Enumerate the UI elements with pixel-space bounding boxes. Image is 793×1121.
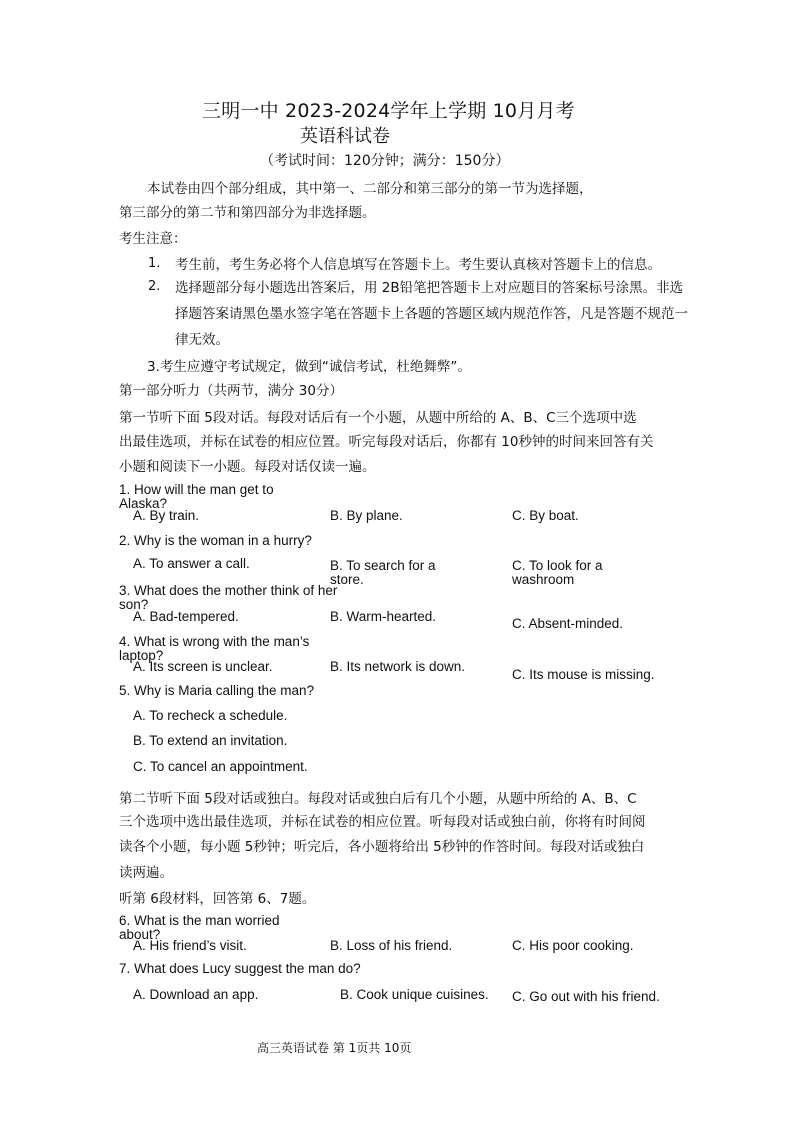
- question-4-option-c: C. Its mouse is missing.: [512, 667, 655, 682]
- question-4-option-a: A. Its screen is unclear.: [133, 659, 273, 674]
- question-7-option-a: A. Download an app.: [133, 987, 259, 1002]
- section2-instructions-line-4: 读两遍。: [119, 865, 173, 881]
- question-7-option-b: B. Cook unique cuisines.: [340, 987, 489, 1002]
- section2-instructions-line-1: 第二节听下面 5段对话或独白。每段对话或独白后有几个小题，从题中所给的 A、B、C: [119, 791, 637, 807]
- exam-subject: 英语科试卷: [300, 126, 390, 147]
- material-6-instruction: 听第 6段材料，回答第 6、7题。: [119, 891, 316, 907]
- intro-line-1: 本试卷由四个部分组成，其中第一、二部分和第三部分的第一节为选择题，: [147, 181, 593, 197]
- page-footer: 高三英语试卷 第 1页共 10页: [257, 1041, 412, 1055]
- exam-time-score: （考试时间：120分钟；满分：150分）: [260, 153, 510, 169]
- section2-instructions-line-2: 三个选项中选出最佳选项，并标在试卷的相应位置。听每段对话或独白前，你将有时间阅: [119, 814, 646, 830]
- question-5-option-b: B. To extend an invitation.: [133, 733, 288, 748]
- question-4-option-b: B. Its network is down.: [330, 659, 466, 674]
- notice-item-2-line-2: 择题答案请黑色墨水签字笔在答题卡上各题的答题区域内规范作答，凡是答题不规范一: [175, 306, 688, 322]
- question-3-stem-cont: son?: [119, 597, 149, 612]
- section1-instructions-line-2: 出最佳选项，并标在试卷的相应位置。听完每段对话后，你都有 10秒钟的时间来回答有关: [119, 434, 654, 450]
- question-6-option-b: B. Loss of his friend.: [330, 938, 453, 953]
- intro-line-2: 第三部分的第二节和第四部分为非选择题。: [119, 205, 376, 221]
- question-2-stem: 2. Why is the woman in a hurry?: [119, 533, 312, 548]
- notice-item-3: 3.考生应遵守考试规定，做到“诚信考试，杜绝舞弊”。: [147, 359, 471, 375]
- question-1-stem: 1. How will the man get to: [119, 482, 274, 497]
- question-3-option-a: A. Bad-tempered.: [133, 609, 239, 624]
- question-6-option-c: C. His poor cooking.: [512, 938, 634, 953]
- question-1-option-a: A. By train.: [133, 508, 200, 523]
- question-5-stem: 5. Why is Maria calling the man?: [119, 683, 315, 698]
- question-2-option-b: B. To search for a: [330, 558, 436, 573]
- question-7-stem: 7. What does Lucy suggest the man do?: [119, 961, 361, 976]
- question-3-stem: 3. What does the mother think of her: [119, 583, 338, 598]
- notice-item-2-number: 2.: [148, 279, 161, 294]
- notice-item-1-number: 1.: [148, 256, 161, 271]
- question-5-option-a: A. To recheck a schedule.: [133, 708, 288, 723]
- section2-instructions-line-3: 读各个小题，每小题 5秒钟；听完后，各小题将给出 5秒钟的作答时间。每段对话或独白: [119, 839, 645, 855]
- question-3-option-b: B. Warm-hearted.: [330, 609, 437, 624]
- question-1-option-b: B. By plane.: [330, 508, 403, 523]
- question-6-stem: 6. What is the man worried: [119, 913, 280, 928]
- notice-item-1: 考生前，考生务必将个人信息填写在答题卡上。考生要认真核对答题卡上的信息。: [175, 257, 661, 273]
- question-1-option-c: C. By boat.: [512, 508, 579, 523]
- question-4-stem: 4. What is wrong with the man’s: [119, 634, 310, 649]
- question-2-option-b-cont: store.: [330, 572, 364, 587]
- question-1-stem-cont: Alaska?: [119, 496, 168, 511]
- exam-title: 三明一中 2023-2024学年上学期 10月月考: [202, 100, 575, 122]
- question-6-stem-cont: about?: [119, 927, 161, 942]
- question-2-option-c: C. To look for a: [512, 558, 603, 573]
- notice-heading: 考生注意：: [119, 231, 187, 247]
- section1-instructions-line-3: 小题和阅读下一小题。每段对话仅读一遍。: [119, 459, 376, 475]
- notice-item-2-line-3: 律无效。: [175, 332, 229, 348]
- notice-item-2-line-1: 选择题部分每小题选出答案后，用 2B铅笔把答题卡上对应题目的答案标号涂黑。非选: [175, 280, 684, 296]
- question-2-option-a: A. To answer a call.: [133, 556, 250, 571]
- part1-heading: 第一部分听力（共两节，满分 30分）: [119, 383, 343, 399]
- question-2-option-c-cont: washroom: [512, 572, 575, 587]
- question-5-option-c: C. To cancel an appointment.: [133, 759, 308, 774]
- section1-instructions-line-1: 第一节听下面 5段对话。每段对话后有一个小题，从题中所给的 A、B、C三个选项中选: [119, 410, 637, 426]
- question-7-option-c: C. Go out with his friend.: [512, 989, 660, 1004]
- question-6-option-a: A. His friend’s visit.: [133, 938, 247, 953]
- question-4-stem-cont: laptop?: [119, 648, 164, 663]
- question-3-option-c: C. Absent-minded.: [512, 616, 624, 631]
